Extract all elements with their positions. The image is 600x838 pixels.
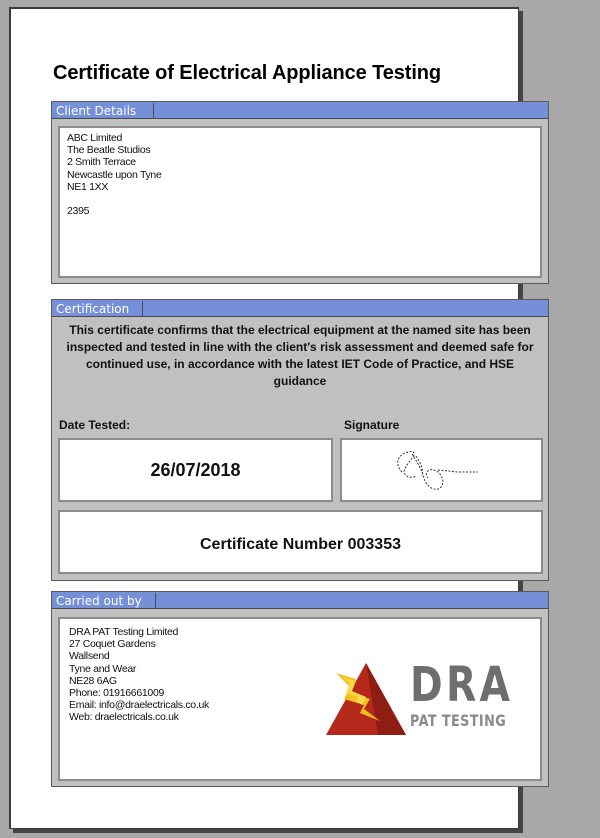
logo-name: DRA [410, 657, 514, 713]
certification-section [51, 299, 549, 581]
contractor-email: Email: info@draelectricals.co.uk [69, 699, 209, 712]
carried-out-by-section [51, 591, 549, 787]
signature-box [340, 438, 543, 502]
section-header-label: Carried out by [52, 593, 156, 609]
section-header-label: Certification [52, 301, 143, 317]
signature-icon [342, 440, 545, 500]
client-address-line: ABC Limited [67, 132, 123, 144]
date-tested-value: 26/07/2018 [150, 460, 241, 480]
date-tested-box [58, 438, 333, 502]
contractor-line: 27 Coquet Gardens [69, 638, 156, 651]
certification-statement: This certificate confirms that the electrical equipment at the named site has been inspected and tested in line with the client's risk assessment and deemed safe for continued use, in accordance with the latest IET Code of Practice, and HSE guidance [66, 323, 534, 388]
company-logo [326, 659, 536, 739]
section-header [52, 300, 548, 317]
client-address-line: The Beatle Studios [67, 144, 151, 157]
section-header-label: Client Details [52, 103, 154, 119]
client-address-box [58, 126, 542, 278]
contractor-box [58, 617, 542, 781]
contractor-line: Tyne and Wear [69, 662, 137, 675]
certificate-number-box [58, 510, 543, 574]
signature-label: Signature [344, 418, 400, 432]
contractor-phone: Phone: 01916661009 [69, 687, 165, 700]
contractor-web: Web: draelectricals.co.uk [69, 711, 179, 724]
logo-subtitle: PAT TESTING [410, 711, 507, 730]
document-title: Certificate of Electrical Appliance Testing [53, 62, 442, 84]
lightning-triangle-logo-icon [326, 659, 408, 739]
contractor-line: Wallsend [69, 650, 110, 663]
certificate-number: Certificate Number 003353 [200, 536, 401, 553]
section-header [52, 102, 548, 119]
client-address-line: Newcastle upon Tyne [67, 168, 162, 181]
client-details-section [51, 101, 549, 284]
client-address-line: 2 Smith Terrace [67, 156, 136, 169]
contractor-line: NE28 6AG [69, 674, 117, 687]
section-header [52, 592, 548, 609]
client-reference: 2395 [67, 205, 90, 218]
spacer [67, 193, 540, 205]
contractor-line: DRA PAT Testing Limited [69, 626, 179, 638]
date-tested-label: Date Tested: [59, 418, 131, 432]
client-address [60, 128, 540, 217]
client-address-line: NE1 1XX [67, 180, 109, 193]
